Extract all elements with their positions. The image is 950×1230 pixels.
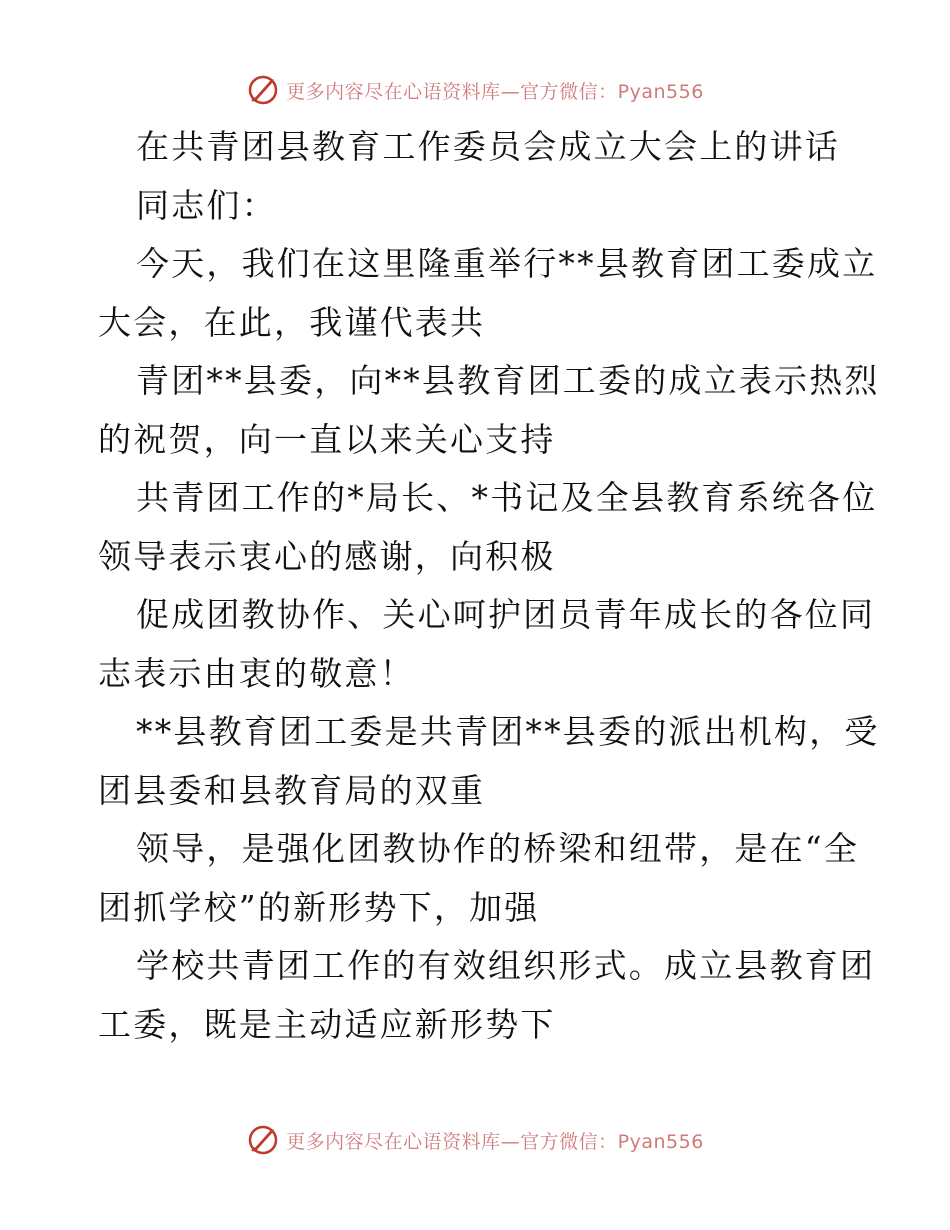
- paragraph-line: 的祝贺，向一直以来关心支持: [98, 419, 556, 459]
- paragraph-line: 共青团工作的*局长、*书记及全县教育系统各位: [136, 478, 878, 517]
- paragraph-line: **县教育团工委是共青团**县委的派出机构，受: [136, 712, 880, 751]
- document-title: 在共青团县教育工作委员会成立大会上的讲话: [136, 127, 840, 166]
- paragraph-line: 工委，既是主动适应新形势下: [98, 1004, 556, 1044]
- paragraph-line: 大会，在此，我谨代表共: [98, 302, 486, 342]
- paragraph-line: 促成团教协作、关心呵护团员青年成长的各位同: [136, 595, 876, 634]
- paragraph-line: 今天，我们在这里隆重举行**县教育团工委成立: [136, 244, 878, 283]
- quill-pen-logo-icon: [246, 73, 280, 107]
- watermark-text: 更多内容尽在心语资料库—官方微信：Pyan556: [286, 1130, 704, 1153]
- document-body: [98, 118, 880, 1054]
- paragraph-line: 学校共青团工作的有效组织形式。成立县教育团: [136, 946, 876, 985]
- paragraph-line: 领导表示衷心的感谢，向积极: [98, 536, 556, 576]
- paragraph-line: 青团**县委，向**县教育团工委的成立表示热烈: [136, 361, 880, 400]
- paragraph-line: 志表示由衷的敬意！: [98, 653, 415, 693]
- watermark-footer: [0, 1122, 950, 1158]
- watermark-text: 更多内容尽在心语资料库—官方微信：Pyan556: [286, 80, 704, 103]
- salutation: 同志们：: [136, 185, 277, 225]
- watermark-header: [0, 72, 950, 108]
- paragraph-line: 团抓学校”的新形势下，加强: [98, 887, 540, 927]
- quill-pen-logo-icon: [246, 1123, 280, 1157]
- paragraph-line: 领导，是强化团教协作的桥梁和纽带，是在“全: [136, 829, 860, 868]
- paragraph-line: 团县委和县教育局的双重: [98, 770, 486, 810]
